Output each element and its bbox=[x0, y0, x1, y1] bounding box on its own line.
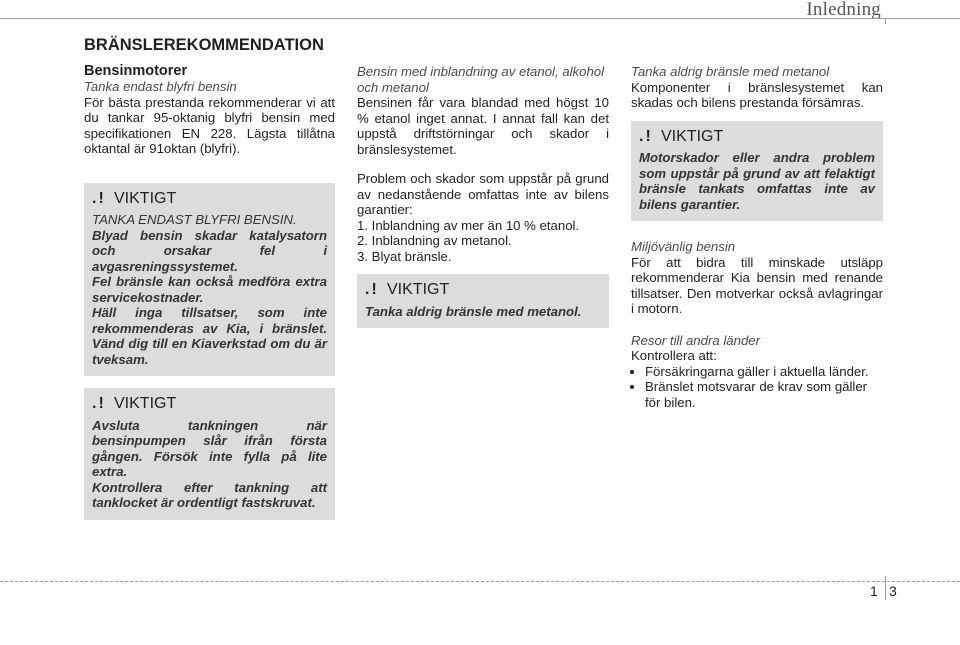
warning-icon: .! bbox=[365, 281, 379, 298]
paragraph-warranty: Problem och skador som uppstår på grund av nedanstående omfattas inte av bilens garantier: bbox=[357, 171, 609, 217]
section-heading: Bensinmotorer bbox=[84, 62, 188, 79]
section-header: Inledning bbox=[806, 0, 881, 20]
column-left bbox=[84, 38, 335, 520]
footer-tick bbox=[885, 576, 886, 600]
list-item: 1. Inblandning av mer än 10 % etanol. bbox=[357, 217, 580, 233]
header-tick bbox=[885, 18, 886, 24]
paragraph-unleaded: För bästa prestanda rekommenderar vi att du tankar 95-oktanig blyfri bensin med specifikationen EN 228. Lägsta tillåtna oktantal är 91oktan (blyfri). bbox=[84, 94, 335, 156]
warning-title: VIKTIGT bbox=[387, 281, 450, 298]
paragraph-methanol: Komponenter i bränslesystemet kan skadas och bilens prestanda försämras. bbox=[631, 79, 883, 110]
warning-line: Motorskador eller andra problem som uppstår på grund av att felaktigt bränsle tankats omfattas inte av bilens garantier. bbox=[639, 150, 875, 212]
subheading-travel: Resor till andra länder bbox=[631, 332, 761, 348]
warning-line: Blyad bensin skadar katalysatorn och orsakar fel i avgasreningssystemet. bbox=[92, 227, 327, 274]
page-title: BRÄNSLEREKOMMENDATION bbox=[84, 36, 324, 54]
warning-line: Tanka aldrig bränsle med metanol. bbox=[365, 303, 582, 319]
warning-title: VIKTIGT bbox=[661, 127, 724, 145]
warning-header bbox=[92, 396, 327, 412]
list-item: 3. Blyat bränsle. bbox=[357, 248, 452, 264]
warning-header bbox=[365, 282, 601, 298]
warning-line: Häll inga tillsatser, som inte rekommenderas av Kia, i bränslet. Vänd dig till en Kiaverkstad om du är tveksam. bbox=[92, 305, 327, 367]
footer-rule bbox=[0, 581, 960, 582]
warning-icon: .! bbox=[92, 395, 106, 412]
warning-line: Avsluta tankningen när bensinpumpen slår ifrån första gången. Försök inte fylla på lite extra. bbox=[92, 417, 327, 479]
warning-icon: .! bbox=[92, 189, 106, 207]
paragraph-eco: För att bidra till minskade utsläpp rekommenderar Kia bensin med renande tillsatser. Den motverkar också avlagringar i motorn. bbox=[631, 254, 883, 316]
warning-box-refuel bbox=[84, 388, 335, 520]
list-item: • Försäkringarna gäller i aktuella länder. bbox=[645, 364, 883, 380]
subheading-methanol: Tanka aldrig bränsle med metanol bbox=[631, 64, 830, 79]
header-rule bbox=[0, 18, 960, 19]
column-right bbox=[631, 64, 883, 410]
warning-header bbox=[639, 129, 875, 145]
bullet-list bbox=[631, 364, 883, 411]
subheading-eco: Miljövänlig bensin bbox=[631, 239, 736, 254]
list-item: • Bränslet motsvarar de krav som gäller för bilen. bbox=[645, 379, 883, 410]
subheading-ethanol: Bensin med inblandning av etanol, alkohol och metanol bbox=[357, 64, 605, 95]
chapter-number: 1 bbox=[870, 583, 878, 599]
column-middle bbox=[357, 64, 609, 328]
warning-line: Fel bränsle kan också medföra extra servicekostnader. bbox=[92, 274, 327, 305]
warning-box-unleaded bbox=[84, 183, 335, 377]
warning-icon: .! bbox=[639, 127, 653, 145]
warning-box-engine bbox=[631, 121, 883, 222]
warning-title: VIKTIGT bbox=[114, 189, 177, 207]
list-item: 2. Inblandning av metanol. bbox=[357, 233, 512, 248]
paragraph-travel: Kontrollera att: bbox=[631, 348, 717, 363]
warning-box-methanol bbox=[357, 274, 609, 328]
paragraph-ethanol: Bensinen får vara blandad med högst 10 % etanol inget annat. I annat fall kan det uppstå driftstörningar och skador i bränslesystemet. bbox=[357, 95, 609, 157]
warning-header bbox=[92, 191, 327, 207]
warning-line: Kontrollera efter tankning att tanklocket är ordentligt fastskruvat. bbox=[92, 479, 327, 510]
warning-line: TANKA ENDAST BLYFRI BENSIN. bbox=[92, 212, 297, 227]
page-number: 3 bbox=[889, 583, 897, 599]
warning-title: VIKTIGT bbox=[114, 395, 177, 412]
subheading-unleaded: Tanka endast blyfri bensin bbox=[84, 79, 237, 94]
